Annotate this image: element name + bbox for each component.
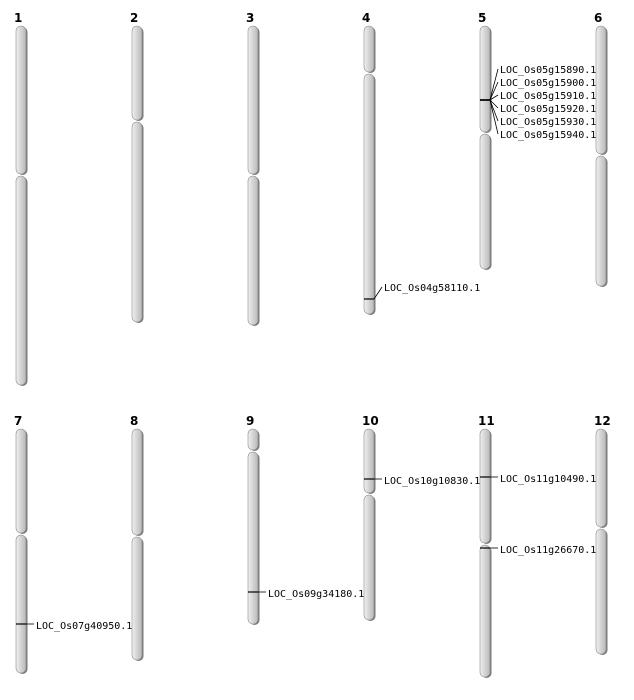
gene-marker <box>480 545 596 556</box>
gene-label: LOC_Os07g40950.1 <box>36 621 133 632</box>
chromosome-q-arm <box>364 74 374 314</box>
chromosome-label: 1 <box>14 11 23 25</box>
gene-label: LOC_Os09g34180.1 <box>268 589 365 600</box>
gene-label: LOC_Os11g26670.1 <box>500 545 597 556</box>
chromosome-p-arm <box>480 429 490 543</box>
chromosome-q-arm <box>480 134 490 269</box>
chromosome-p-arm <box>248 429 258 450</box>
gene-label: LOC_Os05g15910.1 <box>500 91 597 102</box>
chromosome-6 <box>594 11 608 287</box>
gene-marker <box>364 476 480 487</box>
gene-marker <box>480 474 596 485</box>
chromosome-q-arm <box>364 495 374 620</box>
gene-label: LOC_Os05g15940.1 <box>500 130 597 141</box>
chromosome-label: 3 <box>246 11 255 25</box>
gene-marker <box>480 91 596 102</box>
gene-marker <box>364 283 480 299</box>
chromosome-label: 4 <box>362 11 371 25</box>
chromosome-p-arm <box>248 26 258 174</box>
chromosome-p-arm <box>480 26 490 132</box>
chromosome-p-arm <box>132 429 142 535</box>
chromosome-1 <box>14 11 28 386</box>
chromosome-p-arm <box>596 429 606 527</box>
chromosome-p-arm <box>16 429 26 533</box>
chromosome-q-arm <box>16 176 26 385</box>
chromosome-q-arm <box>16 535 26 673</box>
chromosome-q-arm <box>132 122 142 322</box>
chromosome-2 <box>130 11 144 323</box>
chromosome-4 <box>362 11 376 315</box>
gene-marker-group <box>16 65 596 632</box>
chromosome-label: 5 <box>478 11 487 25</box>
chromosome-p-arm <box>596 26 606 154</box>
chromosome-p-arm <box>132 26 142 120</box>
chromosome-9 <box>246 414 260 625</box>
gene-marker <box>16 621 132 632</box>
chromosome-label: 9 <box>246 414 255 428</box>
chromosome-p-arm <box>364 429 374 493</box>
chromosome-q-arm <box>480 545 490 677</box>
chromosome-5 <box>478 11 492 270</box>
chromosome-label: 7 <box>14 414 23 428</box>
chromosome-3 <box>246 11 260 326</box>
chromosome-p-arm <box>16 26 26 174</box>
chromosome-label: 10 <box>362 414 379 428</box>
gene-label: LOC_Os04g58110.1 <box>384 283 481 294</box>
gene-label: LOC_Os05g15890.1 <box>500 65 597 76</box>
gene-label: LOC_Os05g15930.1 <box>500 117 597 128</box>
chromosome-label: 2 <box>130 11 139 25</box>
chromosome-q-arm <box>596 529 606 654</box>
chromosome-label: 11 <box>478 414 495 428</box>
chromosome-10 <box>362 414 379 621</box>
chromosome-7 <box>14 414 28 674</box>
gene-marker <box>480 100 596 115</box>
chromosome-label: 8 <box>130 414 139 428</box>
chromosome-label: 12 <box>594 414 611 428</box>
chromosome-q-arm <box>248 176 258 325</box>
chromosome-q-arm <box>596 156 606 286</box>
chromosome-12 <box>594 414 611 655</box>
gene-marker <box>248 589 364 600</box>
chromosome-q-arm <box>132 537 142 660</box>
chromosome-11 <box>478 414 495 678</box>
chromosome-label: 6 <box>594 11 603 25</box>
chromosome-q-arm <box>248 452 258 624</box>
gene-label: LOC_Os11g10490.1 <box>500 474 597 485</box>
gene-label: LOC_Os05g15900.1 <box>500 78 597 89</box>
gene-label: LOC_Os05g15920.1 <box>500 104 597 115</box>
chromosome-p-arm <box>364 26 374 72</box>
gene-label: LOC_Os10g10830.1 <box>384 476 481 487</box>
